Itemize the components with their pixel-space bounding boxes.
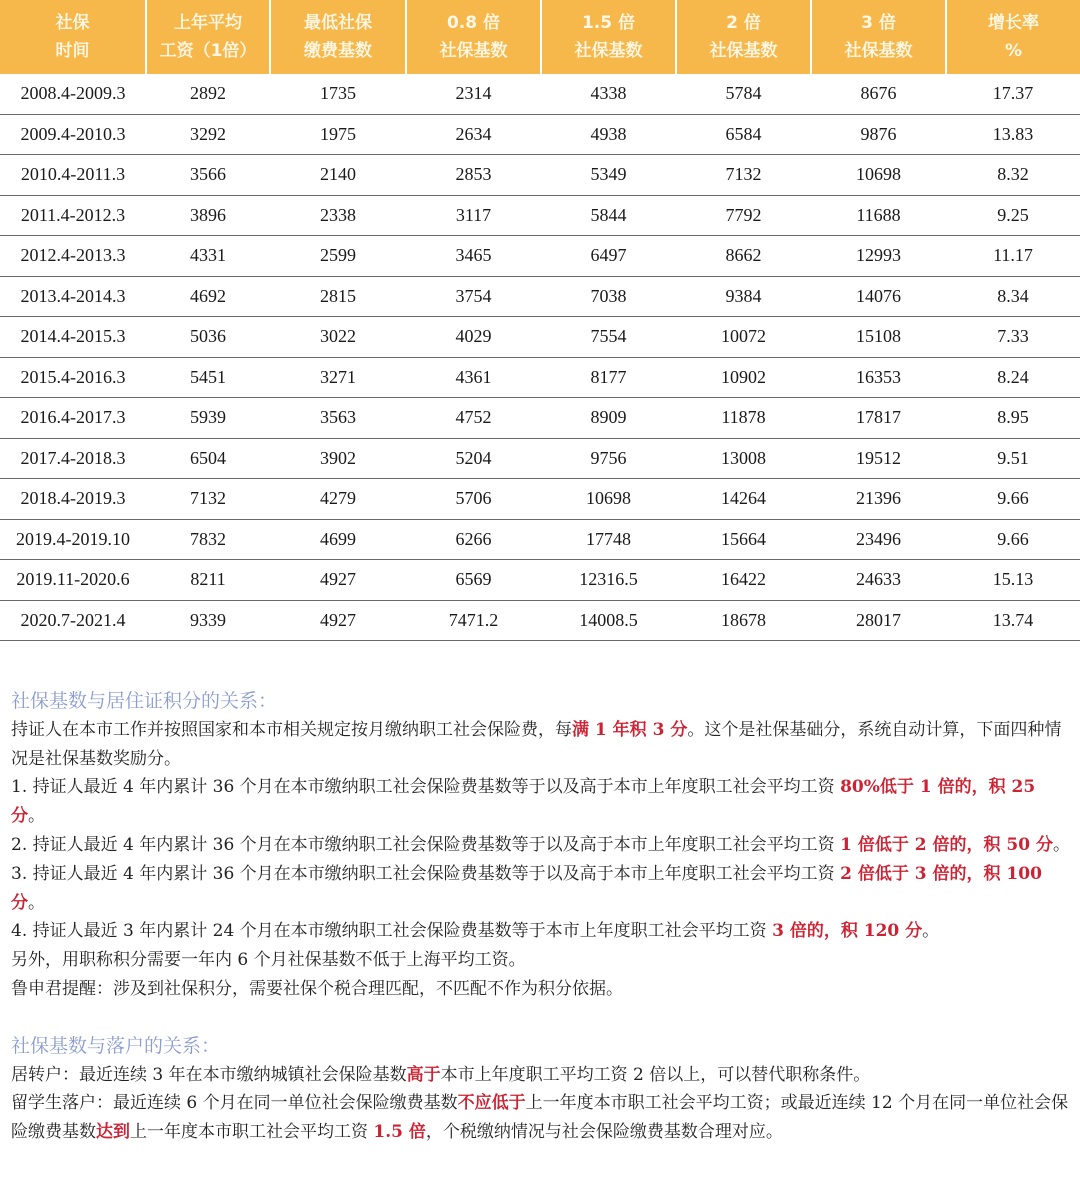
value-cell: 4927 — [270, 560, 406, 601]
table-row — [0, 276, 1080, 317]
value-cell: 24633 — [811, 560, 946, 601]
value-cell: 1975 — [270, 114, 406, 155]
value-cell: 8.24 — [946, 357, 1080, 398]
period-cell: 2010.4-2011.3 — [0, 155, 146, 196]
value-cell: 10902 — [676, 357, 811, 398]
value-cell: 15.13 — [946, 560, 1080, 601]
value-cell: 9.25 — [946, 195, 1080, 236]
value-cell: 2815 — [270, 276, 406, 317]
value-cell: 3902 — [270, 438, 406, 479]
period-cell: 2016.4-2017.3 — [0, 398, 146, 439]
value-cell: 8.34 — [946, 276, 1080, 317]
value-cell: 7832 — [146, 519, 270, 560]
period-cell: 2013.4-2014.3 — [0, 276, 146, 317]
value-cell: 8177 — [541, 357, 676, 398]
period-cell: 2020.7-2021.4 — [0, 600, 146, 641]
value-cell: 17748 — [541, 519, 676, 560]
value-cell: 7554 — [541, 317, 676, 358]
period-cell: 2012.4-2013.3 — [0, 236, 146, 277]
value-cell: 16353 — [811, 357, 946, 398]
value-cell: 2140 — [270, 155, 406, 196]
value-cell: 5451 — [146, 357, 270, 398]
hukou-residence-transfer: 居转户：最近连续 3 年在本市缴纳城镇社会保险基数高于本市上年度职工平均工资 2 倍以上，可以替代职称条件。 — [11, 1064, 871, 1085]
value-cell: 2314 — [406, 74, 541, 114]
value-cell: 8.95 — [946, 398, 1080, 439]
value-cell: 9876 — [811, 114, 946, 155]
hukou-returnee: 留学生落户：最近连续 6 个月在同一单位社会保险缴费基数不应低于上一年度本市职工社会平均工资；或最近连续 12 个月在同一单位社会保险缴费基数达到上一年度本市职工社会平均工资 1.5 倍，个税缴纳情况与社会保险缴费基数合理对应。 — [11, 1093, 1069, 1143]
value-cell: 3896 — [146, 195, 270, 236]
column-header: 最低社保 缴费基数 — [270, 0, 406, 74]
value-cell: 17.37 — [946, 74, 1080, 114]
points-item-4: 4. 持证人最近 3 年内累计 24 个月在本市缴纳职工社会保险费基数等于本市上年度职工社会平均工资 3 倍的，积 120 分。 — [11, 921, 940, 942]
column-header: 0.8 倍 社保基数 — [406, 0, 541, 74]
value-cell: 7132 — [146, 479, 270, 520]
table-row — [0, 236, 1080, 277]
value-cell: 2853 — [406, 155, 541, 196]
value-cell: 4029 — [406, 317, 541, 358]
value-cell: 2338 — [270, 195, 406, 236]
value-cell: 9384 — [676, 276, 811, 317]
points-item-3: 3. 持证人最近 4 年内累计 36 个月在本市缴纳职工社会保险费基数等于以及高于本市上年度职工社会平均工资 2 倍低于 3 倍的，积 100 分。 — [11, 863, 1042, 913]
value-cell: 9339 — [146, 600, 270, 641]
value-cell: 6497 — [541, 236, 676, 277]
value-cell: 4361 — [406, 357, 541, 398]
value-cell: 4692 — [146, 276, 270, 317]
value-cell: 5036 — [146, 317, 270, 358]
table-row — [0, 479, 1080, 520]
value-cell: 7038 — [541, 276, 676, 317]
value-cell: 23496 — [811, 519, 946, 560]
period-cell: 2014.4-2015.3 — [0, 317, 146, 358]
value-cell: 2634 — [406, 114, 541, 155]
value-cell: 3754 — [406, 276, 541, 317]
value-cell: 8662 — [676, 236, 811, 277]
period-cell: 2008.4-2009.3 — [0, 74, 146, 114]
value-cell: 13.74 — [946, 600, 1080, 641]
value-cell: 10072 — [676, 317, 811, 358]
value-cell: 13008 — [676, 438, 811, 479]
value-cell: 3117 — [406, 195, 541, 236]
period-cell: 2019.11-2020.6 — [0, 560, 146, 601]
value-cell: 11.17 — [946, 236, 1080, 277]
period-cell: 2011.4-2012.3 — [0, 195, 146, 236]
value-cell: 5844 — [541, 195, 676, 236]
column-header: 3 倍 社保基数 — [811, 0, 946, 74]
points-item-2: 2. 持证人最近 4 年内累计 36 个月在本市缴纳职工社会保险费基数等于以及高于本市上年度职工社会平均工资 1 倍低于 2 倍的，积 50 分。 — [11, 834, 1071, 855]
table-row — [0, 357, 1080, 398]
value-cell: 12316.5 — [541, 560, 676, 601]
table-row — [0, 560, 1080, 601]
value-cell: 4699 — [270, 519, 406, 560]
value-cell: 6584 — [676, 114, 811, 155]
value-cell: 9.66 — [946, 479, 1080, 520]
value-cell: 7.33 — [946, 317, 1080, 358]
value-cell: 14076 — [811, 276, 946, 317]
value-cell: 12993 — [811, 236, 946, 277]
table-row — [0, 600, 1080, 641]
table-row — [0, 398, 1080, 439]
value-cell: 8909 — [541, 398, 676, 439]
value-cell: 9.66 — [946, 519, 1080, 560]
value-cell: 5939 — [146, 398, 270, 439]
value-cell: 13.83 — [946, 114, 1080, 155]
value-cell: 14264 — [676, 479, 811, 520]
value-cell: 2599 — [270, 236, 406, 277]
value-cell: 4752 — [406, 398, 541, 439]
value-cell: 3465 — [406, 236, 541, 277]
value-cell: 4331 — [146, 236, 270, 277]
value-cell: 8.32 — [946, 155, 1080, 196]
points-note-title: 另外，用职称积分需要一年内 6 个月社保基数不低于上海平均工资。 — [11, 950, 526, 971]
column-header: 社保 时间 — [0, 0, 146, 74]
column-header: 上年平均 工资（1倍） — [146, 0, 270, 74]
value-cell: 8676 — [811, 74, 946, 114]
hukou-heading: 社保基数与落户的关系： — [11, 1034, 221, 1057]
points-intro: 持证人在本市工作并按照国家和本市相关规定按月缴纳职工社会保险费，每满 1 年积 3 分。这个是社保基础分，系统自动计算，下面四种情况是社保基数奖励分。 — [11, 719, 1062, 769]
value-cell: 14008.5 — [541, 600, 676, 641]
value-cell: 7792 — [676, 195, 811, 236]
value-cell: 16422 — [676, 560, 811, 601]
value-cell: 8211 — [146, 560, 270, 601]
period-cell: 2015.4-2016.3 — [0, 357, 146, 398]
value-cell: 7471.2 — [406, 600, 541, 641]
value-cell: 10698 — [811, 155, 946, 196]
value-cell: 4338 — [541, 74, 676, 114]
value-cell: 10698 — [541, 479, 676, 520]
value-cell: 11688 — [811, 195, 946, 236]
value-cell: 5204 — [406, 438, 541, 479]
column-header: 2 倍 社保基数 — [676, 0, 811, 74]
value-cell: 15108 — [811, 317, 946, 358]
value-cell: 4938 — [541, 114, 676, 155]
value-cell: 6266 — [406, 519, 541, 560]
table-row — [0, 438, 1080, 479]
value-cell: 28017 — [811, 600, 946, 641]
value-cell: 3271 — [270, 357, 406, 398]
value-cell: 21396 — [811, 479, 946, 520]
period-cell: 2017.4-2018.3 — [0, 438, 146, 479]
period-cell: 2009.4-2010.3 — [0, 114, 146, 155]
value-cell: 18678 — [676, 600, 811, 641]
value-cell: 7132 — [676, 155, 811, 196]
value-cell: 3292 — [146, 114, 270, 155]
value-cell: 6569 — [406, 560, 541, 601]
points-note-reminder: 鲁申君提醒：涉及到社保积分，需要社保个税合理匹配，不匹配不作为积分依据。 — [11, 978, 623, 999]
value-cell: 19512 — [811, 438, 946, 479]
column-header: 1.5 倍 社保基数 — [541, 0, 676, 74]
value-cell: 4279 — [270, 479, 406, 520]
table-header-row — [0, 0, 1080, 74]
table-row — [0, 317, 1080, 358]
value-cell: 17817 — [811, 398, 946, 439]
points-heading: 社保基数与居住证积分的关系： — [11, 690, 278, 712]
table-row — [0, 195, 1080, 236]
column-header: 增长率 % — [946, 0, 1080, 74]
value-cell: 3563 — [270, 398, 406, 439]
value-cell: 1735 — [270, 74, 406, 114]
value-cell: 3022 — [270, 317, 406, 358]
table-row — [0, 519, 1080, 560]
value-cell: 4927 — [270, 600, 406, 641]
points-item-1: 1. 持证人最近 4 年内累计 36 个月在本市缴纳职工社会保险费基数等于以及高于本市上年度职工社会平均工资 80%低于 1 倍的，积 25 分。 — [11, 777, 1036, 827]
table-row — [0, 114, 1080, 155]
period-cell: 2018.4-2019.3 — [0, 479, 146, 520]
period-cell: 2019.4-2019.10 — [0, 519, 146, 560]
value-cell: 9756 — [541, 438, 676, 479]
table-row — [0, 74, 1080, 114]
value-cell: 9.51 — [946, 438, 1080, 479]
notes-section — [0, 641, 1080, 1147]
value-cell: 6504 — [146, 438, 270, 479]
value-cell: 2892 — [146, 74, 270, 114]
value-cell: 3566 — [146, 155, 270, 196]
value-cell: 11878 — [676, 398, 811, 439]
value-cell: 5706 — [406, 479, 541, 520]
value-cell: 5349 — [541, 155, 676, 196]
table-row — [0, 155, 1080, 196]
value-cell: 5784 — [676, 74, 811, 114]
table-body — [0, 74, 1080, 641]
value-cell: 15664 — [676, 519, 811, 560]
